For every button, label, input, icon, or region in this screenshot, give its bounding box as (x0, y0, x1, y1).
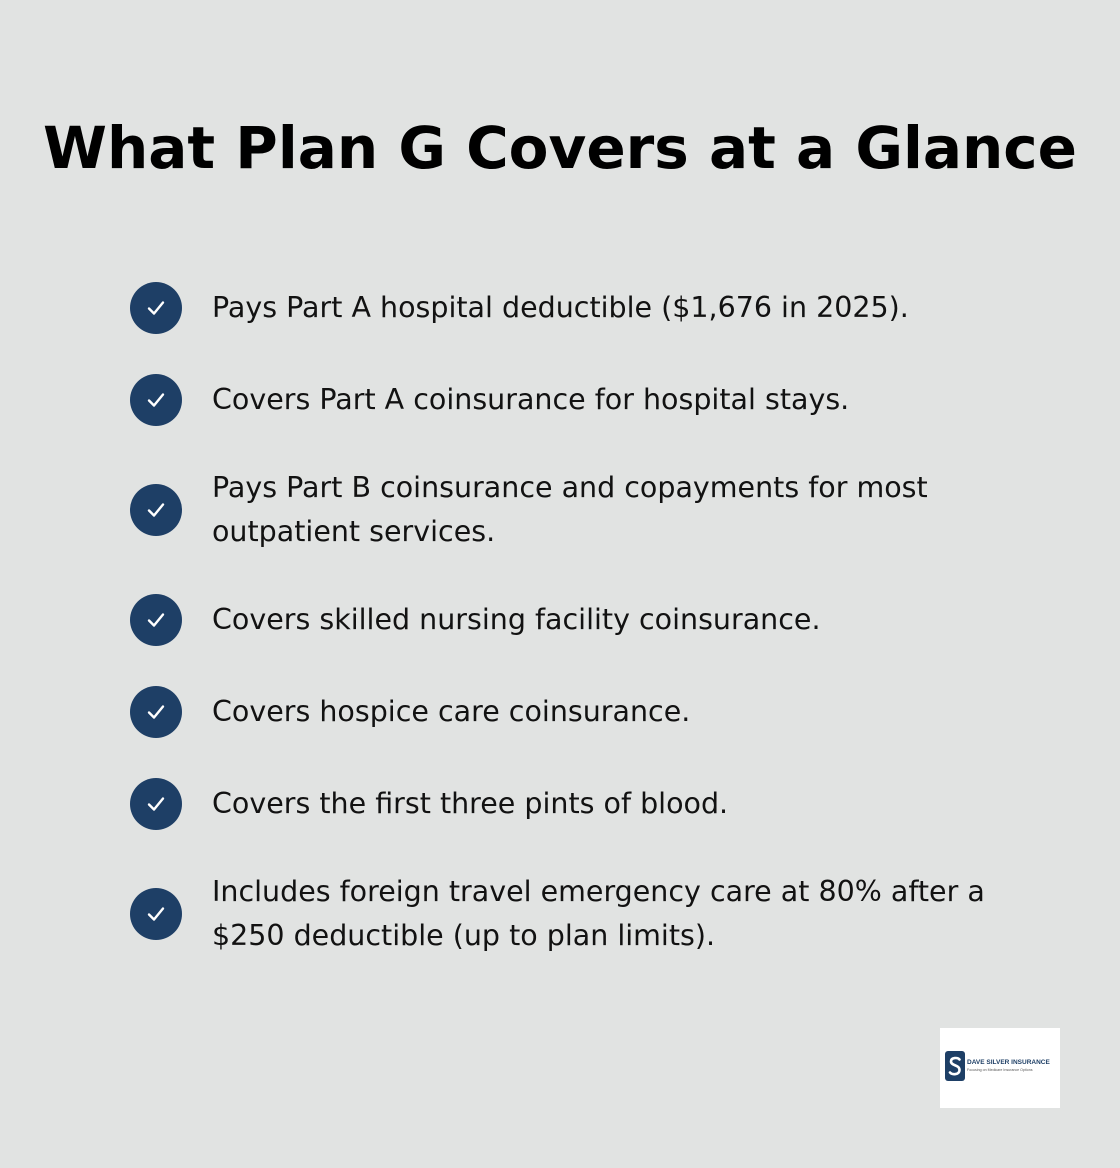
list-item-line: Pays Part B coinsurance and copayments for most (212, 471, 928, 504)
company-logo (940, 1028, 1060, 1108)
logo-tagline: Focusing on Medicare Insurance Options (967, 1068, 1033, 1072)
list-item-text (212, 598, 1052, 642)
check-icon (130, 282, 182, 334)
list-item-text (212, 286, 1052, 330)
list-item-line: Includes foreign travel emergency care at 80% after a (212, 875, 985, 908)
logo-company-name: DAVE SILVER INSURANCE (967, 1059, 1050, 1066)
check-icon (130, 686, 182, 738)
list-item-text (212, 690, 1052, 734)
check-icon (130, 594, 182, 646)
list-item-text (212, 782, 1052, 826)
list-item-line: Pays Part A hospital deductible ($1,676 in 2025). (212, 291, 909, 324)
list-item-text (212, 466, 1052, 554)
list-item-line: Covers hospice care coinsurance. (212, 695, 691, 728)
list-item-line: Covers the first three pints of blood. (212, 787, 729, 820)
check-icon (130, 484, 182, 536)
list-item-line: Covers skilled nursing facility coinsurance. (212, 603, 821, 636)
check-icon (130, 374, 182, 426)
list-item-text (212, 870, 1052, 958)
list-item-line: $250 deductible (up to plan limits). (212, 919, 716, 952)
list-item-text (212, 378, 1052, 422)
check-icon (130, 888, 182, 940)
list-item-line: Covers Part A coinsurance for hospital stays. (212, 383, 850, 416)
logo-s-mark-icon (945, 1051, 965, 1081)
list-item-line: outpatient services. (212, 515, 496, 548)
check-icon (130, 778, 182, 830)
page-title: What Plan G Covers at a Glance (42, 114, 1078, 182)
